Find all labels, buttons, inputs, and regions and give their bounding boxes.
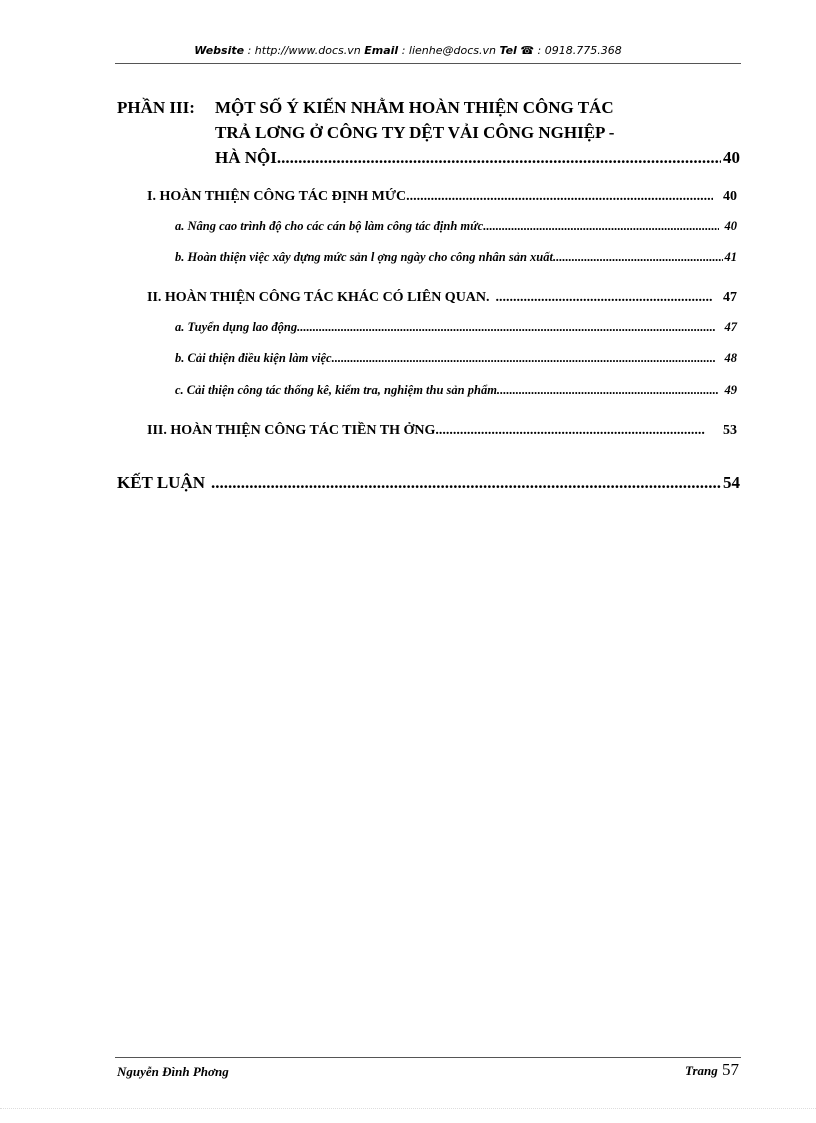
toc-leader bbox=[435, 423, 705, 439]
toc-entry-s1b bbox=[175, 250, 737, 265]
toc-entry-page: 47 bbox=[724, 320, 737, 334]
toc-entry-page: 49 bbox=[724, 383, 737, 397]
footer-divider bbox=[115, 1057, 741, 1058]
toc-part3-label: PHẦN III: bbox=[117, 98, 195, 117]
tel-label: Tel bbox=[499, 44, 517, 57]
website-value: : http://www.docs.vn bbox=[244, 44, 365, 57]
toc-entry-page: 54 bbox=[723, 473, 740, 492]
email-label: Email bbox=[364, 44, 399, 57]
toc-entry-page: 40 bbox=[723, 189, 737, 204]
toc-leader bbox=[553, 250, 723, 265]
tel-value: : 0918.775.368 bbox=[534, 44, 622, 57]
toc-part3-line3 bbox=[215, 148, 740, 168]
toc-leader bbox=[211, 473, 721, 493]
toc-entry-page: 53 bbox=[723, 423, 737, 438]
toc-entry-title: a. Tuyển dụng lao động. bbox=[175, 320, 301, 334]
page-edge-divider bbox=[0, 1108, 816, 1109]
toc-entry-title: I. HOÀN THIỆN CÔNG TÁC ĐỊNH MỨC bbox=[147, 189, 407, 204]
footer-author: Nguyễn Đình Phơng bbox=[117, 1064, 229, 1079]
toc-leader bbox=[486, 219, 718, 234]
toc-entry-page: 48 bbox=[724, 351, 737, 365]
toc-entry-conclusion bbox=[117, 473, 740, 493]
toc-entry-s3 bbox=[147, 423, 737, 439]
toc-entry-s2a bbox=[175, 320, 737, 335]
toc-leader bbox=[300, 320, 714, 335]
toc-entry-title: KẾT LUẬN bbox=[117, 473, 206, 492]
toc-leader bbox=[277, 148, 721, 168]
toc-entry-s2 bbox=[147, 290, 737, 306]
toc-leader bbox=[335, 351, 715, 366]
page-header bbox=[0, 44, 816, 57]
footer-page bbox=[685, 1060, 739, 1080]
website-label: Website bbox=[194, 44, 245, 57]
toc-entry-title: b. Hoàn thiện việc xây dựng mức sản l ợng ngày cho công nhân sản xuất bbox=[175, 250, 553, 264]
header-divider bbox=[115, 63, 741, 64]
toc-entry-title: c. Cải thiện công tác thống kê, kiểm tra, nghiệm thu sản phẩm. bbox=[175, 383, 501, 397]
toc-entry-title: b. Cải thiện điều kiện làm việc. bbox=[175, 351, 335, 365]
footer-page-label: Trang bbox=[685, 1063, 718, 1078]
toc-entry-title: III. HOÀN THIỆN CÔNG TÁC TIỀN TH ỞNG bbox=[147, 423, 436, 438]
phone-icon: ☎ bbox=[520, 44, 535, 57]
toc-leader bbox=[406, 189, 713, 205]
toc-entry-s2b bbox=[175, 351, 737, 366]
toc-entry-s1 bbox=[147, 189, 737, 205]
toc-entry-s2c bbox=[175, 383, 737, 398]
toc-part3-page: 40 bbox=[723, 148, 740, 167]
toc-leader bbox=[500, 383, 718, 398]
toc-part3-line3-text: HÀ NỘI bbox=[215, 148, 277, 167]
toc-entry-page: 47 bbox=[723, 290, 737, 305]
toc-leader bbox=[496, 290, 713, 306]
email-value: : lienhe@docs.vn bbox=[398, 44, 500, 57]
toc-part3-line1: MỘT SỐ Ý KIẾN NHẰM HOÀN THIỆN CÔNG TÁC bbox=[215, 98, 614, 117]
footer-page-number: 57 bbox=[722, 1060, 739, 1079]
toc-part3-line2: TRẢ LƠNG Ở CÔNG TY DỆT VẢI CÔNG NGHIỆP - bbox=[215, 123, 615, 142]
toc-entry-page: 41 bbox=[724, 250, 737, 264]
toc-entry-s1a bbox=[175, 219, 737, 234]
toc-entry-page: 40 bbox=[724, 219, 737, 233]
toc-entry-title: a. Nâng cao trình độ cho các cán bộ làm công tác định mức. bbox=[175, 219, 487, 233]
toc-entry-title: II. HOÀN THIỆN CÔNG TÁC KHÁC CÓ LIÊN QUAN. bbox=[147, 290, 490, 305]
